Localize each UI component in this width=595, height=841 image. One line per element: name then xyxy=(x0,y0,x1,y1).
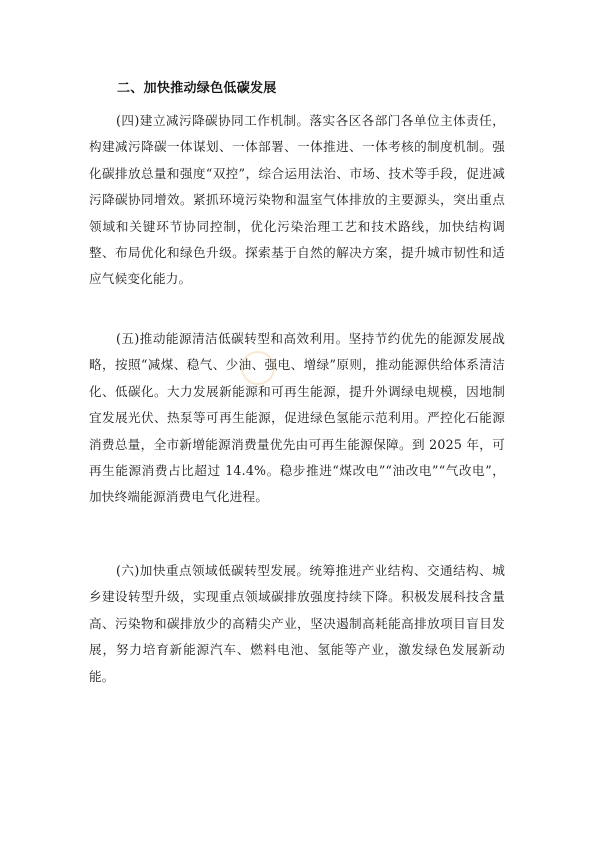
paragraph-6: (六)加快重点领域低碳转型发展。统筹推进产业结构、交通结构、城乡建设转型升级，实现重点领域碳排放强度持续下降。积极发展科技含量高、污染物和碳排放少的高精尖产业，坚决遏制高耗能高排放项目盲目发展，努力培育新能源汽车、燃料电池、氢能等产业，激发绿色发展新动能。 xyxy=(89,563,505,684)
paragraph-5: (五)推动能源清洁低碳转型和高效利用。坚持节约优先的能源发展战略，按照“减煤、稳气、少油、强电、增绿”原则，推动能源供给体系清洁化、低碳化。大力发展新能源和可再生能源，提升外调绿电规模，因地制宜发展光伏、热泵等可再生能源，促进绿色氢能示范利用。严控化石能源消费总量，全市新增能源消费量优先由可再生能源保障。到 2025 年，可再生能源消费占比超过 14.4%。稳步推进“煤改电”“油改电”“气改电”，加快终端能源消费电气化进程。 xyxy=(89,331,505,505)
paragraph-4: (四)建立减污降碳协同工作机制。落实各区各部门各单位主体责任，构建减污降碳一体谋划、一体部署、一体推进、一体考核的制度机制。强化碳排放总量和强度“双控”，综合运用法治、市场、技术等手段，促进减污降碳协同增效。紧抓环境污染物和温室气体排放的主要源头，突出重点领域和关键环节协同控制，优化污染治理工艺和技术路线，加快结构调整、布局优化和绿色升级。探索基于自然的解决方案，提升城市韧性和适应气候变化能力。 xyxy=(89,113,505,287)
section-heading: 二、加快推动绿色低碳发展 xyxy=(117,81,277,96)
